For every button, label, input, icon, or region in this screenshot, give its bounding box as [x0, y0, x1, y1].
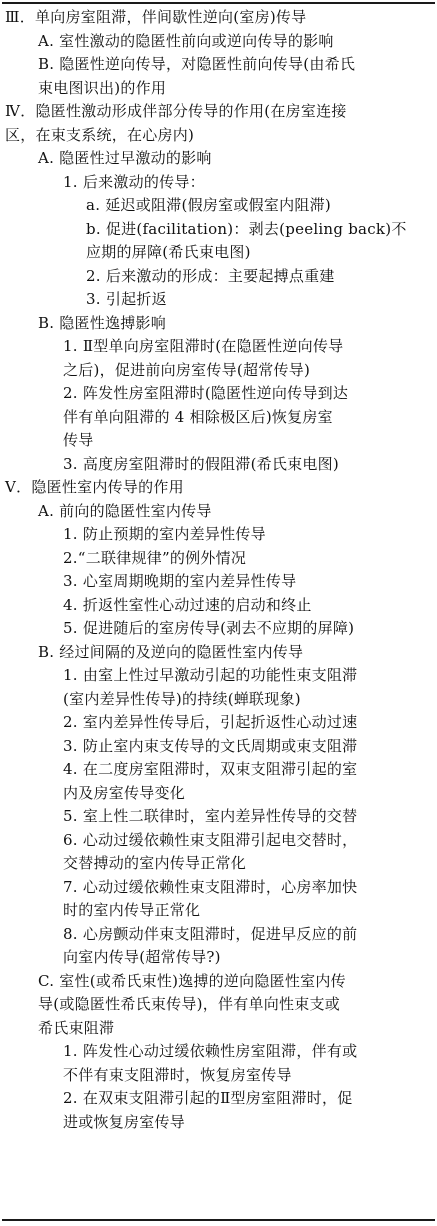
outline-line: 8. 心房颤动伴束支阻滞时，促进早反应的前	[63, 924, 358, 943]
outline-line: 4. 在二度房室阻滞时，双束支阻滞引起的室	[63, 760, 358, 778]
outline-line: B. 经过间隔的及逆向的隐匿性室内传导	[38, 642, 304, 661]
outline-line: 5. 室上性二联律时，室内差异性传导的交替	[63, 807, 358, 825]
outline-line: 交替搏动的室内传导正常化	[63, 854, 247, 872]
outline-line: 6. 心动过缓依赖性束支阻滞引起电交替时，	[63, 830, 358, 849]
outline-line: 进或恢复房室传导	[63, 1112, 186, 1131]
outline-line: 伴有单向阻滞的 4 相除极区后)恢复房室	[63, 407, 333, 426]
outline-line: B. 隐匿性逸搏影响	[38, 313, 167, 332]
bottom-rule	[2, 1219, 435, 1221]
outline-line: 3. 防止室内束支传导的文氏周期或束支阻滞	[63, 736, 358, 755]
outline-line: 传导	[63, 431, 94, 449]
outline-line: (室内差异性传导)的持续(蝉联现象)	[63, 689, 301, 708]
outline-line: b. 促进(facilitation)：剥去(peeling back)不	[86, 219, 407, 238]
outline-line: 不伴有束支阻滞时，恢复房室传导	[63, 1065, 292, 1084]
outline-line: 时的室内传导正常化	[63, 901, 201, 919]
outline-line: 7. 心动过缓依赖性束支阻滞时，心房率加快	[63, 877, 358, 896]
outline-line: 1. Ⅱ型单向房室阻滞时(在隐匿性逆向传导	[63, 337, 344, 355]
outline-line: 1. 防止预期的室内差异性传导	[63, 525, 266, 543]
outline-line: 导(或隐匿性希氏束传导)，伴有单向性束支或	[38, 995, 340, 1013]
outline-line: 内及房室传导变化	[63, 783, 186, 802]
outline-line: 向室内传导(超常传导?)	[63, 948, 221, 966]
outline-line: Ⅴ．隐匿性室内传导的作用	[5, 478, 184, 496]
outline-line: 1. 由室上性过早激动引起的功能性束支阻滞	[63, 666, 358, 684]
outline-line: 1. 阵发性心动过缓依赖性房室阻滞，伴有或	[63, 1042, 358, 1060]
outline-line: 希氏束阻滞	[38, 1018, 115, 1037]
outline-line: 2. 后来激动的形成：主要起搏点重建	[86, 266, 335, 285]
outline-line: 之后)，促进前向房室传导(超常传导)	[63, 360, 311, 379]
outline-line: 2. 室内差异性传导后，引起折返性心动过速	[63, 713, 358, 731]
outline-content	[0, 6, 437, 1134]
outline-line: 区，在束支系统，在心房内)	[5, 125, 195, 144]
outline-line: 3. 引起折返	[86, 290, 167, 308]
outline-line: 3. 心室周期晚期的室内差异性传导	[63, 572, 297, 590]
outline-line: 2. 在双束支阻滞引起的Ⅱ型房室阻滞时，促	[63, 1089, 353, 1107]
outline-line: B. 隐匿性逆向传导，对隐匿性前向传导(由希氏	[38, 55, 356, 73]
outline-line: 1. 后来激动的传导：	[63, 172, 205, 191]
outline-line: 束电图识出)的作用	[38, 78, 167, 97]
outline-line: a. 延迟或阻滞(假房室或假室内阻滞)	[86, 196, 331, 214]
outline-line: 应期的屏障(希氏束电图)	[86, 243, 251, 261]
outline-line: A. 前向的隐匿性室内传导	[38, 501, 212, 520]
outline-line: 3. 高度房室阻滞时的假阻滞(希氏束电图)	[63, 454, 340, 473]
outline-line: A. 隐匿性过早激动的影响	[38, 149, 212, 167]
outline-line: 2. 阵发性房室阻滞时(隐匿性逆向传导到达	[63, 384, 349, 402]
outline-line: 5. 促进随后的室房传导(剥去不应期的屏障)	[63, 619, 355, 637]
outline-line: C. 室性(或希氏束性)逸搏的逆向隐匿性室内传	[38, 971, 346, 990]
outline-line: 2.“二联律规律”的例外情况	[63, 548, 247, 567]
outline-line: Ⅲ．单向房室阻滞，伴间歇性逆向(室房)传导	[5, 8, 307, 26]
top-rule	[2, 2, 435, 4]
outline-line: A. 室性激动的隐匿性前向或逆向传导的影响	[38, 31, 334, 50]
outline-line: 4. 折返性室性心动过速的启动和终止	[63, 595, 312, 614]
outline-line: Ⅳ．隐匿性激动形成伴部分传导的作用(在房室连接	[5, 102, 347, 120]
